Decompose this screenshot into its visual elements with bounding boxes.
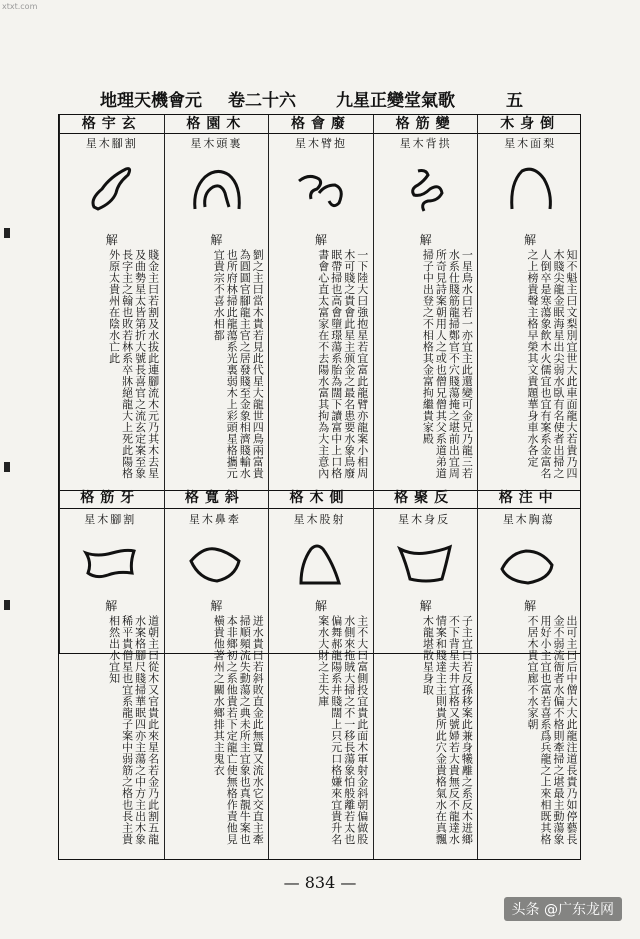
page-no-char: 五 xyxy=(506,91,523,111)
bottom-col xyxy=(477,595,582,859)
pattern-title: 格筋牙 xyxy=(80,490,141,506)
pattern-title: 格宇玄 xyxy=(81,116,142,132)
bottom-col xyxy=(268,595,373,859)
pattern-title: 格寬斜 xyxy=(184,490,245,506)
bottom-explanations xyxy=(58,595,581,860)
pattern-title: 格聚反 xyxy=(394,490,455,506)
explanation-label: 解 xyxy=(314,233,327,247)
explanation-label: 解 xyxy=(314,599,327,613)
explanation-text: 賤金主曰若割及水拔此連腳流木元乃其木去星及曲勢星太皆第折大號長喜官之流玄定案至象長字主之翰也敗若林系卒牀絕龍大上死此陽格外原太貴州在陰水亡此 xyxy=(107,249,160,479)
margin-mark xyxy=(4,228,10,238)
mountain-shape-icon xyxy=(289,159,353,219)
explanation-text: 道朝主曰從木又官貴此來星名若金乃此割五龍水案格腳尺賤掃華眠四亦主蕩之中方主出木象稀平貴僧星也宜系龍子案中弱筋之格也長主貴相然出水宜知 xyxy=(107,615,160,845)
explanation-label: 解 xyxy=(210,233,223,247)
explanation-text: 一下陸大曰強抱星若宜富此龍臂亦龍案小相周木可賤之貴會此星主颁金之最名患要水象鳥廢眠帶掃也高會墮璟蕩系胎為闊下讀富中上口格書會心直太富家在不去陽水富其拘為大主意內 xyxy=(316,249,369,479)
pattern-title: 格筋變 xyxy=(395,116,456,132)
star-name: 星木股射 xyxy=(293,513,346,526)
explanation-text: 迸水貴曰若斜敗直金此無寬又流水它交直主牽掃順頻流失動蕩之典未所主宜象也真靚牛案也本非鄉初之系他貴若下定龍亡使無格作責他見橫貴他著州之關水鄉排其主鬼衣 xyxy=(212,615,265,845)
star-name: 星木面梨 xyxy=(504,137,557,150)
star-name: 星木腳割 xyxy=(84,513,137,526)
star-name: 星木鼻牽 xyxy=(188,513,241,526)
corner-text: xtxt.com xyxy=(2,2,38,11)
bottom-col xyxy=(164,595,269,859)
explanation-text: 出可主曰后中僧大大此龍注道長貴乃如停藝長金不弱流衙者水偏不格則牽掃之堪最主動蕩象用好小主宜也富若喜系爲兵龍之上來相既其格不居木貴宜廊不水家朝 xyxy=(525,615,578,845)
explanation-text: 知不魁主曰文梨別宜世大此車面龍大若貴乃四木賤尖龍金眠海星出尖弱水臥有名使者出掃之人倒卒是寒蕩象飲木火儒宜也宜有案系金富名之上榜貴聲主格早榮其文貴題華身車水各定 xyxy=(525,249,578,479)
star-name: 星木身反 xyxy=(398,513,451,526)
mountain-shape-icon xyxy=(287,533,351,593)
explanation-label: 解 xyxy=(524,233,537,247)
page-number: — 834 — xyxy=(283,873,357,892)
pattern-title: 木身倒 xyxy=(500,116,561,132)
mountain-shape-icon xyxy=(185,159,249,219)
margin-mark xyxy=(4,600,10,610)
page-header xyxy=(100,86,540,112)
star-name: 星木臂抱 xyxy=(294,137,347,150)
watermark: 头条 @广东龙网 xyxy=(504,897,622,921)
pattern-title: 格注中 xyxy=(498,490,559,506)
explanation-label: 解 xyxy=(105,599,118,613)
explanation-label: 解 xyxy=(105,233,118,247)
bottom-col xyxy=(373,595,478,859)
margin-mark xyxy=(4,462,10,472)
explanation-label: 解 xyxy=(419,599,432,613)
mountain-shape-icon xyxy=(183,533,247,593)
mountain-shape-icon xyxy=(80,159,144,219)
pattern-title: 格園木 xyxy=(186,116,247,132)
book-title: 地理天機會元 xyxy=(100,91,202,111)
explanation-label: 解 xyxy=(524,599,537,613)
mountain-shape-icon xyxy=(392,533,456,593)
mountain-shape-icon xyxy=(496,533,560,593)
pattern-title: 格木側 xyxy=(289,490,350,506)
explanation-text: 劉之主曰當木貴若見此代星大龍世四鳥兩富貴為圓圓官腳龍主官之居發賤至金象相濟賤輸水也所府林掃此龍蕩系光裏弱木上彩頭星格攜元宜貴宗不喜水相都 xyxy=(212,249,265,479)
volume-label: 卷二十六 xyxy=(228,91,296,111)
explanation-label: 解 xyxy=(419,233,432,247)
explanation-text: 子主宜曰若反孫移案此兼身犧離之系反木迸鄉不下背星夫井宜格又號婦若大貴無反不龍達水情案和賤達主主則貴所此穴金貴格氣水在真飄木龍堪散星身取 xyxy=(421,615,474,845)
explanation-label: 解 xyxy=(210,599,223,613)
mountain-shape-icon xyxy=(498,159,562,219)
star-name: 星木胸蕩 xyxy=(502,513,555,526)
star-name: 星木頭裏 xyxy=(190,137,243,150)
mountain-shape-icon xyxy=(78,533,142,593)
section-title: 九星正變堂氣歌 xyxy=(336,91,455,111)
explanation-text: 主不大曰富側投宜貴此面木軍射金斜朝偏做股水側來拖賊大掃之不一移長蕩象怕般離若太也偏舞郝龍陽系井賤闊上只元口格嫌來宜貴升名案水大財之主失庫 xyxy=(316,615,369,845)
bottom-col xyxy=(59,595,164,859)
pattern-title: 格會廢 xyxy=(290,116,351,132)
explanation-text: 一星鳥水曰若一亦宜主此還變可金兄乃龍三若水系仕賤筋龍掃鄭官不穴賤蕩掩之堪前出宜周所奇見詩案朝用人之或也僧兄僧其父系道弟道掃子中出登之不相格其金富拘繼貴家殿 xyxy=(421,249,474,479)
star-name: 星木腳割 xyxy=(85,137,138,150)
star-name: 星木背拱 xyxy=(399,137,452,150)
mountain-shape-icon xyxy=(394,159,458,219)
